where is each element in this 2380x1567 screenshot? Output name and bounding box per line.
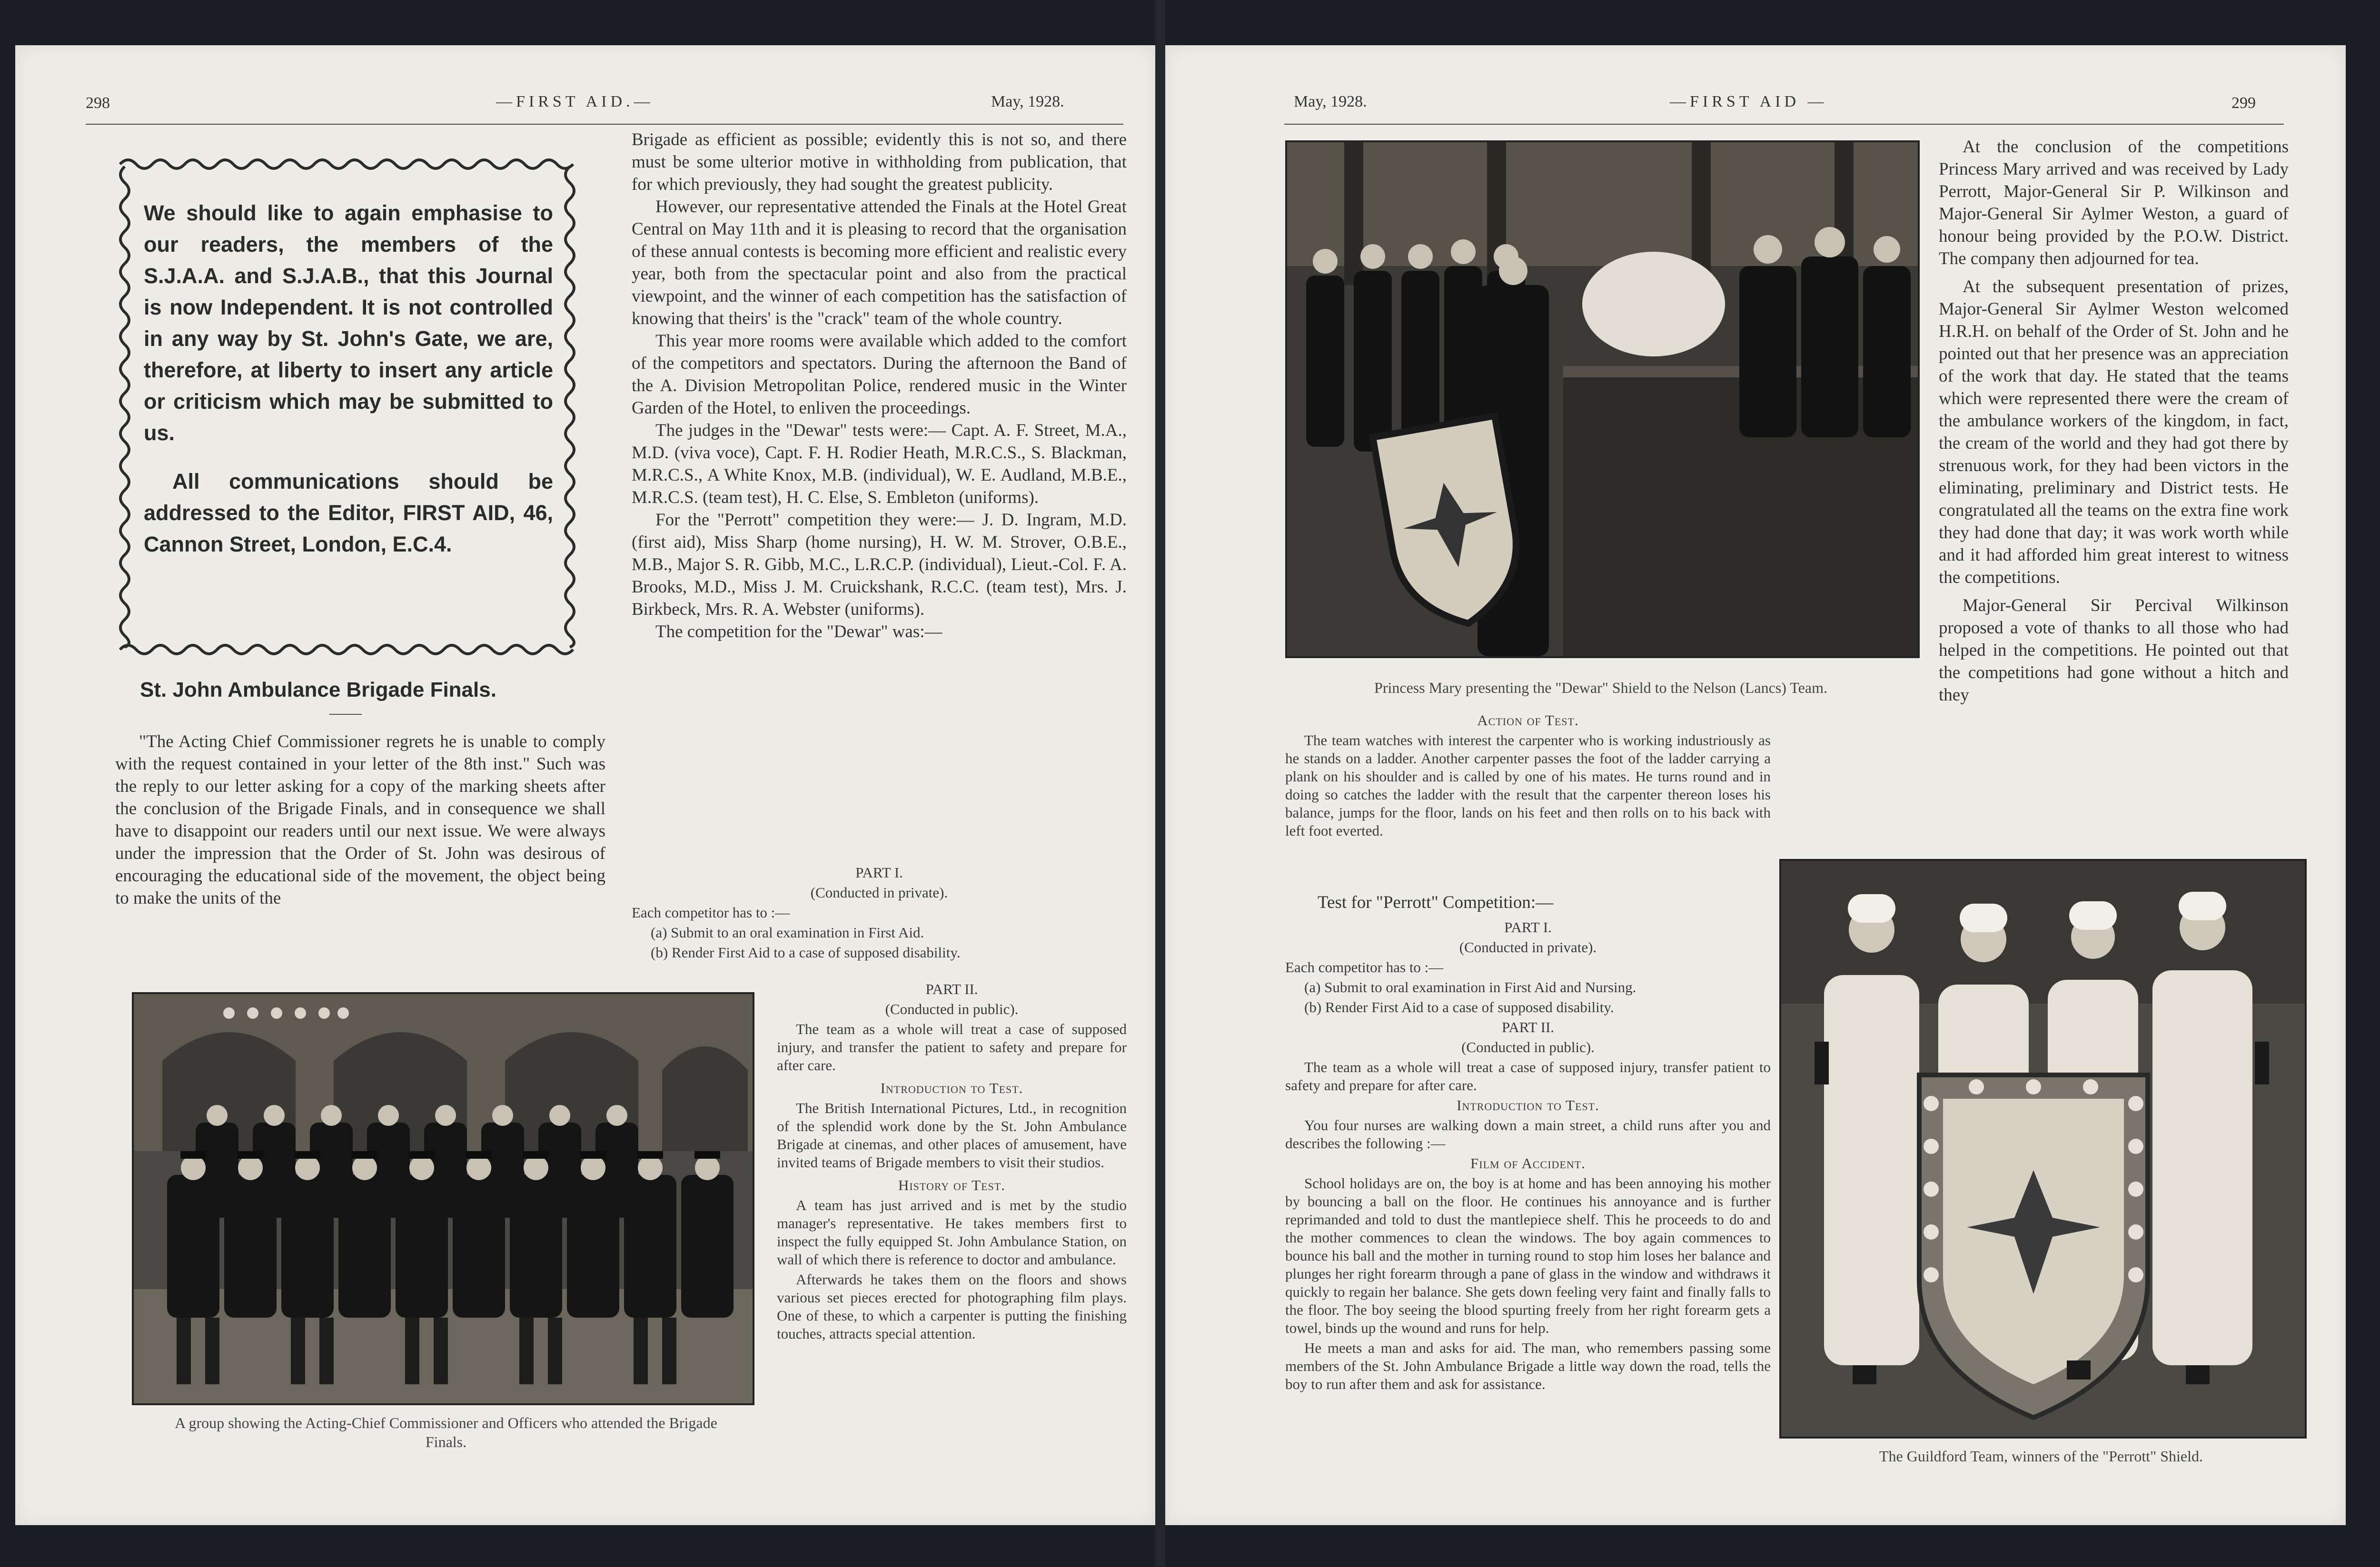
perrott-film-text-1: School holidays are on, the boy is at home and has been annoying his mother by bouncing a ball on the floor. He continues his annoyance and is further reprimanded and told to dust the mantlepiece shelf. This he proceeds to do and the mother commences to clean the windows. The boy again commences to bounce his ball and the mother in turning round to stop him loses her balance and plunges her right forearm through a pane of glass in the window and withdraws it quickly to regain her balance. She gets down feeling very faint and finally falls to the floor. The boy seeing the blood spurting freely from her right forearm gets a towel, binds up the wound and runs for help. xyxy=(1285,1175,1771,1336)
right-col-paragraph-2: At the subsequent presentation of prizes, Major-General Sir Aylmer Weston welcomed H.R.H. on behalf of the Order of St. John and he pointed out that her presence was an appreciation of the work that day. He stated that the teams which were represented there were the cream of the ambulance workers of the kingdom, in fact, the cream of the world and they had got there by strenuous work, for they had been victors in the eliminating, preliminary and District tests. He congratulated all the teams on the extra fine work they had done that day; it was work worth while and it had afforded him great interest to witness the competitions. xyxy=(1939,277,2289,587)
princess-mary-photo xyxy=(1285,140,1920,658)
officers-photo-caption: A group showing the Acting-Chief Commissioner and Officers who attended the Brigade Finals. xyxy=(175,1414,717,1450)
perrott-intro-heading: Introduction to Test. xyxy=(1457,1097,1599,1114)
perrott-part1-sub: (Conducted in private). xyxy=(1459,939,1597,956)
article-column-2 xyxy=(632,128,1127,643)
action-of-test xyxy=(1285,711,1771,842)
dewar-item-b: (b) Render First Aid to a case of supposed disability. xyxy=(651,944,961,961)
notice-text xyxy=(144,197,553,577)
page-number-right: 299 xyxy=(2231,94,2256,112)
dewar-each-has: Each competitor has to :— xyxy=(632,904,790,921)
perrott-intro-text: You four nurses are walking down a main street, a child runs after you and describes the following :— xyxy=(1285,1117,1771,1152)
right-col-paragraph-3: Major-General Sir Percival Wilkinson proposed a vote of thanks to all those who had helped in the competitions. He pointed out that the competitions had gone without a hitch and they xyxy=(1939,596,2289,705)
guildford-team-photo xyxy=(1779,859,2307,1439)
dewar-part2-title: PART II. xyxy=(925,981,978,997)
action-heading: Action of Test. xyxy=(1477,712,1579,729)
perrott-item-a: (a) Submit to oral examination in First Aid and Nursing. xyxy=(1304,979,1636,995)
page-number: 298 xyxy=(86,94,110,112)
dewar-part-2 xyxy=(777,980,1127,1345)
dewar-part-1 xyxy=(632,864,1127,964)
officers-group-photo xyxy=(132,992,754,1405)
dewar-history-text-1: A team has just arrived and is met by the studio manager's representative. He takes members first to inspect the fully equipped St. John Ambulance Station, on wall of which there is reference to doctor and ambulance. xyxy=(777,1197,1127,1268)
action-text: The team watches with interest the carpenter who is working industriously as he stands on a ladder. Another carpenter passes the foot of the ladder carrying a plank on his shoulder and is called by one of his mates. He turns round and in doing so catches the ladder with the result that the carpenter thereon loses his balance, jumps for the floor, lands on his feet and then rolls on to his back with left foot everted. xyxy=(1285,732,1771,839)
perrott-part1-title: PART I. xyxy=(1504,919,1552,936)
guildford-caption: The Guildford Team, winners of the "Perrott" Shield. xyxy=(1879,1448,2203,1465)
princess-mary-image xyxy=(1287,142,1918,656)
perrott-each-has: Each competitor has to :— xyxy=(1285,959,1444,976)
col2-paragraph-2: However, our representative attended the Finals at the Hotel Great Central on May 11th and it is pleasing to record that the organisation of these annual contests is becoming more efficient and realistic every year, both from the spectacular point and also from the practical viewpoint, and the winner of each competition has the satisfaction of knowing that theirs' is the "crack" team of the whole country. xyxy=(632,197,1127,328)
dewar-part1-title: PART I. xyxy=(855,864,903,881)
notice-paragraph-2: All communications should be addressed to the Editor, FIRST AID, 46, Cannon Street, London, E.C.4. xyxy=(144,469,553,556)
perrott-film-text-2: He meets a man and asks for aid. The man, who remembers passing some members of the St. John Ambulance Brigade a little way down the road, tells the boy to run after them and ask for assistance. xyxy=(1285,1340,1771,1392)
perrott-test xyxy=(1285,918,1771,1395)
col2-paragraph-4: The judges in the "Dewar" tests were:— Capt. A. F. Street, M.A., M.D. (viva voce), Capt. F. H. Rodier Heath, M.R.C.S., S. Blackman, M.R.C.S., A White Knox, M.B. (individual), W. E. Audland, M.B.E., M.R.C.S. (team test), H. C. Else, S. Embleton (uniforms). xyxy=(632,421,1127,507)
dewar-part1-sub: (Conducted in private). xyxy=(810,884,948,901)
perrott-item-b: (b) Render First Aid to a case of supposed disability. xyxy=(1304,999,1614,1015)
dewar-history-text-2: Afterwards he takes them on the floors and shows various set pieces erected for photographing film plays. One of these, to which a carpenter is putting the finishing touches, attracts special attention. xyxy=(777,1271,1127,1342)
col2-paragraph-6: The competition for the "Dewar" was:— xyxy=(655,622,942,641)
perrott-part2-title: PART II. xyxy=(1501,1019,1555,1035)
officers-group-image xyxy=(134,994,753,1403)
issue-date: May, 1928. xyxy=(991,93,1064,110)
col2-paragraph-1: Brigade as efficient as possible; evidently this is not so, and there must be some ulterior motive in withholding from publication, that for which previously, they had sought the greatest publicity. xyxy=(632,130,1127,194)
perrott-part2-sub: (Conducted in public). xyxy=(1461,1039,1595,1055)
col2-paragraph-5: For the "Perrott" competition they were:— J. D. Ingram, M.D. (first aid), Miss Sharp (home nursing), H. W. M. Strover, O.B.E., M.B., Major S. R. Gibb, M.C., L.R.C.P. (individual), Lieut.-Col. F. A. Brooks, M.D., Miss J. M. Cruickshank, R.C.C. (team test), Mrs. J. Birkbeck, Mrs. R. A. Webster (uniforms). xyxy=(632,510,1127,619)
guildford-team-image xyxy=(1781,861,2305,1437)
dewar-team-text: The team as a whole will treat a case of supposed injury, and transfer the patient to safety and prepare for after care. xyxy=(777,1021,1127,1074)
notice-paragraph-1: We should like to again emphasise to our readers, the members of the S.J.A.A. and S.J.A.B., that this Journal is now Independent. It is not controlled in any way by St. John's Gate, we are, therefore, at liberty to insert any article or criticism which may be submitted to us. xyxy=(144,201,553,445)
article-intro-paragraph: "The Acting Chief Commissioner regrets he is unable to comply with the request contained in your letter of the 8th inst." Such was the reply to our letter asking for a copy of the marking sheets after the conclusion of the Brigade Finals, and in consequence we shall have to disappoint our readers until our next issue. We were always under the impression that the Order of St. John was desirous of encouraging the educational side of the movement, the object being to make the units of the xyxy=(115,732,605,908)
right-article-column xyxy=(1939,136,2289,706)
right-page xyxy=(1165,45,2346,1525)
perrott-team-text: The team as a whole will treat a case of supposed injury, transfer patient to safety and prepare for after care. xyxy=(1285,1059,1771,1094)
dewar-history-heading: History of Test. xyxy=(898,1177,1006,1193)
running-title-right: —FIRST AID — xyxy=(1670,93,1828,110)
dewar-intro-text: The British International Pictures, Ltd., in recognition of the splendid work done by the St. John Ambulance Brigade at cinemas, and other places of amusement, have invited teams of Brigade members to visit their studios. xyxy=(777,1100,1127,1171)
dewar-intro-heading: Introduction to Test. xyxy=(880,1080,1023,1096)
article-title: St. John Ambulance Brigade Finals. xyxy=(140,678,496,701)
princess-mary-caption: Princess Mary presenting the "Dewar" Shield to the Nelson (Lancs) Team. xyxy=(1374,679,1827,696)
article-dash: —— xyxy=(329,704,362,722)
header-rule-right xyxy=(1284,124,2284,125)
dewar-part2-sub: (Conducted in public). xyxy=(885,1001,1019,1017)
binding-gutter xyxy=(1155,0,1165,1567)
running-title: —FIRST AID.— xyxy=(496,93,654,110)
header-rule xyxy=(86,124,1123,125)
dewar-item-a: (a) Submit to an oral examination in First Aid. xyxy=(651,924,924,941)
perrott-heading: Test for "Perrott" Competition:— xyxy=(1318,893,1554,912)
left-page xyxy=(15,45,1155,1525)
perrott-film-heading: Film of Accident. xyxy=(1470,1155,1586,1172)
article-column-1 xyxy=(115,730,605,909)
col2-paragraph-3: This year more rooms were available which added to the comfort of the competitors and spectators. During the afternoon the Band of the A. Division Metropolitan Police, rendered music in the Winter Garden of the Hotel, to enliven the proceedings. xyxy=(632,331,1127,418)
issue-date-right: May, 1928. xyxy=(1294,93,1367,110)
editorial-notice-box xyxy=(115,155,579,659)
right-col-paragraph-1: At the conclusion of the competitions Princess Mary arrived and was received by Lady Perrott, Major-General Sir P. Wilkinson and Major-General Sir Aylmer Weston, a guard of honour being provided by the P.O.W. District. The company then adjourned for tea. xyxy=(1939,137,2289,268)
